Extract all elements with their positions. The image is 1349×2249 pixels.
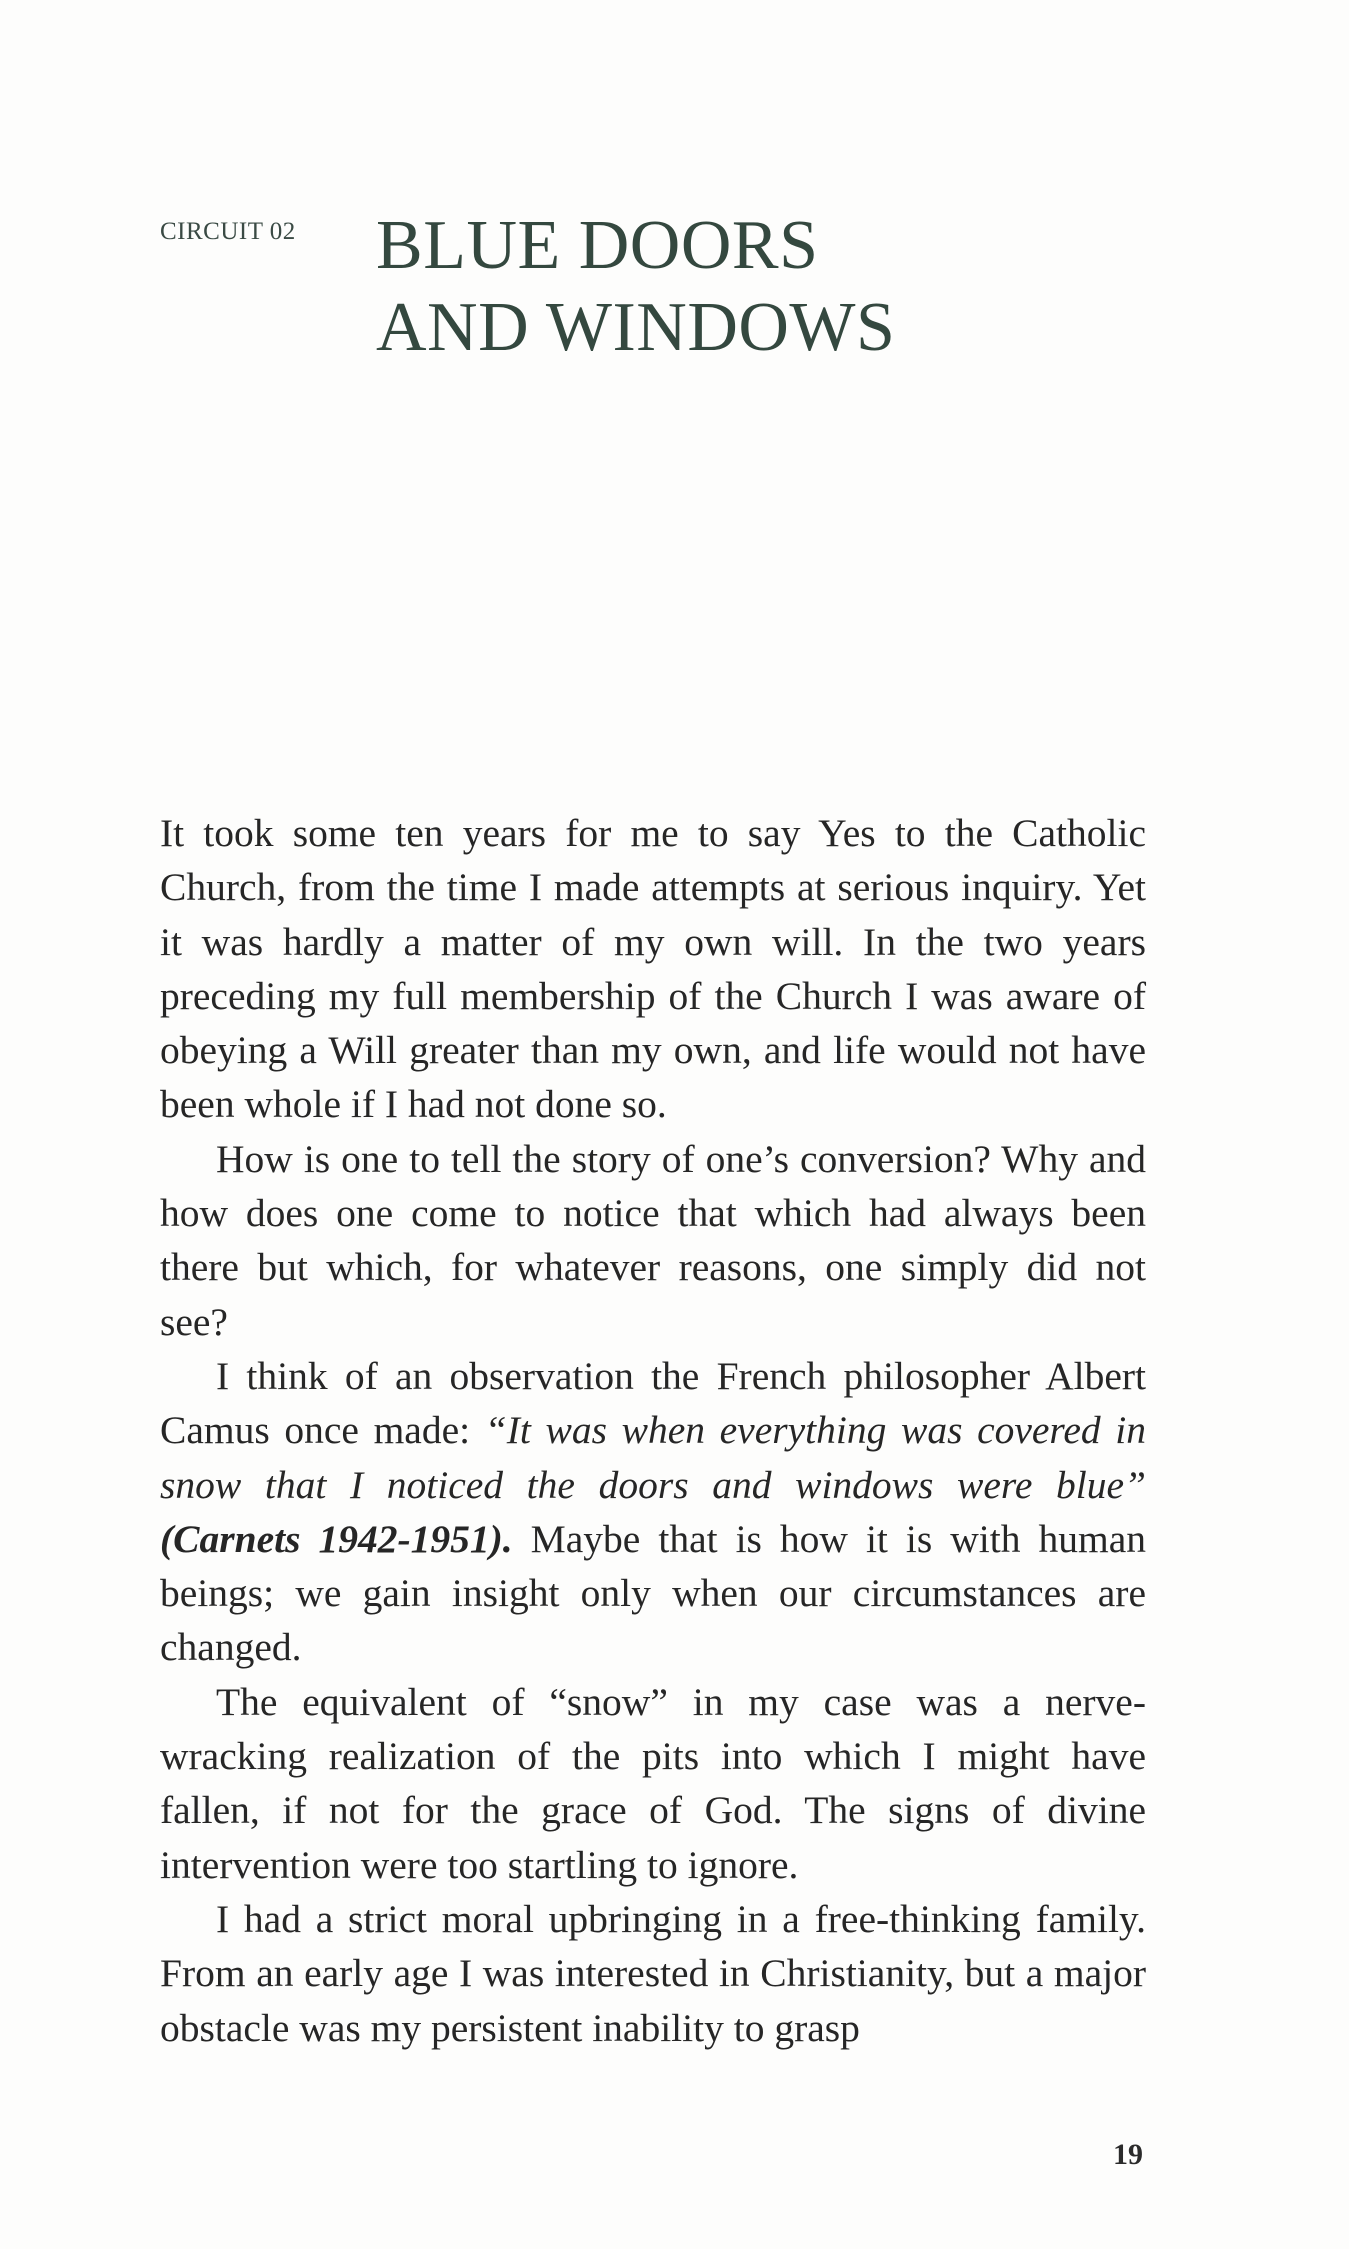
paragraph-2: How is one to tell the story of one’s conversion? Why and how does one come to notice that which had always been there but which, for whatever reasons, one simply did not see?: [160, 1136, 1146, 1344]
paragraph-1: It took some ten years for me to say Yes to the Catholic Church, from the time I made attempts at serious inquiry. Yet it was hardly a matter of my own will. In the two years preceding my full membership of the Church I was aware of obeying a Will greater than my own, and life would not have been whole if I had not done so.: [160, 811, 1146, 1127]
paragraph-3-tail: Maybe that is how it is with human beings; we gain insight only when our circumstances are changed.: [160, 1516, 1146, 1670]
paragraph-3: [160, 1349, 1146, 1675]
quote-citation: (Carnets 1942-1951).: [160, 1516, 513, 1561]
body-text: [160, 806, 1146, 2055]
chapter-label: CIRCUIT 02: [160, 218, 296, 245]
chapter-title-line-2: AND WINDOWS: [376, 289, 896, 366]
chapter-title: [376, 205, 895, 369]
page-number: 19: [1113, 2138, 1143, 2171]
chapter-title-line-1: BLUE DOORS: [376, 207, 819, 284]
paragraph-5: I had a strict moral upbringing in a free-thinking family. From an early age I was interested in Christianity, but a major obstacle was my persistent inability to grasp: [160, 1896, 1146, 2050]
camus-quote: “It was when everything was covered in snow that I noticed the doors and windows were blue”: [160, 1408, 1146, 1507]
paragraph-3-lead: I think of an observation the French philosopher Albert Camus once made:: [160, 1353, 1146, 1453]
paragraph-4: The equivalent of “snow” in my case was a nerve-wracking realization of the pits into which I might have fallen, if not for the grace of God. The signs of divine intervention were too startling to ignore.: [160, 1679, 1146, 1887]
